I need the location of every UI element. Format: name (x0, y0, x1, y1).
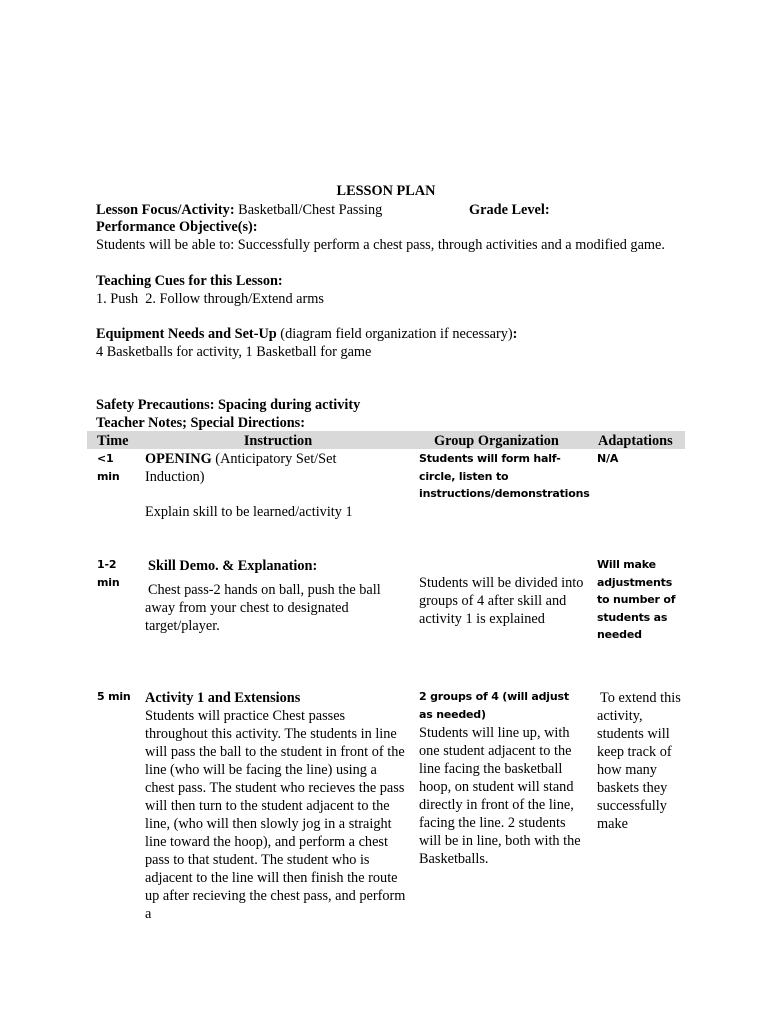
row2-group-organization: Students will be divided into groups of 4 after skill and activity 1 is explained (419, 575, 584, 627)
row2-adaptations: Will make adjustments to number of students as needed (597, 558, 676, 641)
equipment-text: 4 Basketballs for activity, 1 Basketball for game (96, 344, 372, 360)
column-header-time: Time (97, 433, 129, 449)
column-header-instruction: Instruction (243, 433, 313, 449)
lesson-focus-label: Lesson Focus/Activity: (96, 202, 235, 218)
row1-instruction-heading (145, 450, 390, 486)
equipment-label: Equipment Needs and Set-Up (96, 326, 277, 342)
column-header-group-organization: Group Organization (434, 433, 559, 449)
equipment-note: (diagram field organization if necessary) (276, 326, 513, 342)
grade-level-label: Grade Level: (469, 202, 550, 218)
row1-time: <1 min (97, 452, 120, 483)
lesson-focus-value: Basketball/Chest Passing (234, 202, 383, 218)
row1-opening-label: OPENING (145, 451, 212, 467)
row3-time: 5 min (97, 690, 131, 703)
row2-instruction-heading: Skill Demo. & Explanation: (148, 558, 318, 574)
performance-objective-text: Students will be able to: Successfully perform a chest pass, through activities and a modified game. (96, 237, 665, 253)
row3-group-note: 2 groups of 4 (will adjust as needed) (419, 690, 569, 721)
row2-time: 1-2 min (97, 558, 120, 589)
teaching-cues-text: 1. Push 2. Follow through/Extend arms (96, 291, 324, 307)
teaching-cues-heading: Teaching Cues for this Lesson: (96, 273, 283, 289)
row2-instruction-body: Chest pass-2 hands on ball, push the ball away from your chest to designated target/player. (145, 582, 381, 634)
row1-opening-note: (Anticipatory Set/Set Induction) (145, 451, 337, 485)
equipment-heading (96, 325, 517, 343)
row3-group-organization: Students will line up, with one student adjacent to the line facing the basketball hoop, on student will stand directly in front of the line, facing the line. 2 students will be in line, both with the Basketballs. (419, 725, 581, 867)
row3-adaptations: To extend this activity, students will keep track of how many baskets they successfully make (597, 690, 681, 832)
performance-objective-heading: Performance Objective(s): (96, 219, 258, 235)
equipment-colon: : (512, 326, 518, 342)
safety-precautions: Safety Precautions: Spacing during activity (96, 397, 361, 413)
lesson-focus-line (96, 201, 382, 219)
row3-instruction-body: Students will practice Chest passes throughout this activity. The students in line will pass the ball to the student in front of the line (who will be facing the line) using a chest pass. The student who recieves the pass will then turn to the student adjacent to the line, (who will then slowly jog in a straight line toward the hoop), and perform a chest pass to that student. The student who is adjacent to the line will then finish the route up after recieving the chest pass, and perform a (145, 708, 406, 922)
page-title: LESSON PLAN (336, 183, 436, 199)
row1-instruction-body: Explain skill to be learned/activity 1 (145, 504, 353, 520)
teacher-notes-heading: Teacher Notes; Special Directions: (96, 415, 305, 431)
row1-group-organization: Students will form half-circle, listen to instructions/demonstrations (419, 452, 590, 500)
row3-instruction-heading: Activity 1 and Extensions (145, 690, 301, 706)
column-header-adaptations: Adaptations (598, 433, 673, 449)
row1-adaptations: N/A (597, 452, 619, 465)
